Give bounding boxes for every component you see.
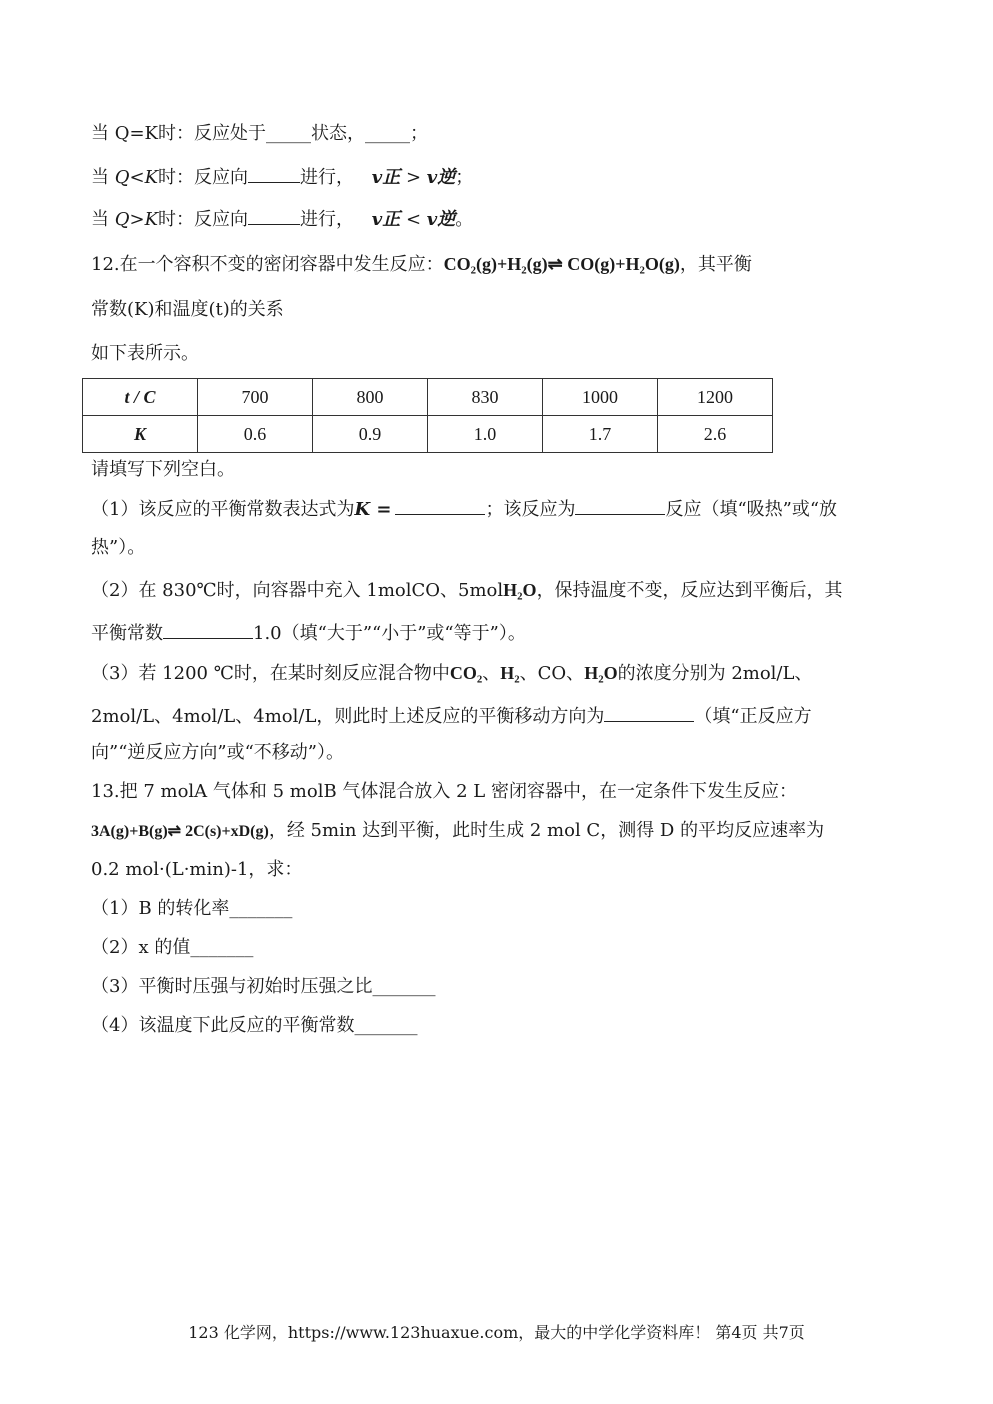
page-footer: 123 化学网，https://www.123huaxue.com，最大的中学化学资料库！ 第4页 共7页 xyxy=(188,1323,805,1342)
table-cell: 1200 xyxy=(658,379,773,416)
text-line xyxy=(91,206,473,232)
text-line xyxy=(91,819,824,844)
answer-blank[interactable] xyxy=(395,496,485,515)
text-fragment: ，其平衡 xyxy=(679,254,752,275)
table-cell: 830 xyxy=(428,379,543,416)
text-fragment: （填“正反应方 xyxy=(694,706,812,727)
question-13-intro xyxy=(91,780,797,804)
text-fragment: 。 xyxy=(455,209,474,230)
text-line xyxy=(91,164,473,190)
text-fragment: 请填写下列空白。 xyxy=(91,459,235,480)
table-cell: 800 xyxy=(313,379,428,416)
text-fragment: ，经 5min 达到平衡，此时生成 2 mol C，测得 D 的平均反应速率为 xyxy=(268,820,825,841)
condition-q-greater-k: Q>K xyxy=(114,209,159,230)
text-fragment: 常数(K)和温度(t)的关系 xyxy=(91,299,284,320)
text-line xyxy=(91,620,526,646)
text-line xyxy=(91,458,235,482)
text-line xyxy=(91,741,344,765)
text-fragment: 、CO、 xyxy=(519,663,585,684)
table-cell: 1.0 xyxy=(428,416,543,453)
v-reverse-symbol: v逆 xyxy=(426,209,456,230)
text-line xyxy=(91,536,145,560)
text-fragment: （3）平衡时压强与初始时压强之比_______ xyxy=(91,976,436,997)
condition-q-less-k: Q<K xyxy=(114,167,159,188)
text-fragment: 如下表所示。 xyxy=(91,343,199,364)
table-cell: 2.6 xyxy=(658,416,773,453)
text-fragment: 、 xyxy=(482,663,501,684)
text-fragment: （1）该反应的平衡常数表达式为 xyxy=(91,499,355,520)
text-fragment: ； xyxy=(455,167,474,188)
reaction-equation: 3A(g)+B(g)⇌ 2C(s)+xD(g) xyxy=(91,823,269,840)
h2o-formula: H₂O xyxy=(503,580,537,600)
text-line xyxy=(91,122,428,146)
v-forward-symbol: v正 xyxy=(371,209,401,230)
text-line xyxy=(91,298,284,322)
question-12-intro xyxy=(91,252,752,277)
table-row xyxy=(83,416,773,453)
answer-blank[interactable] xyxy=(604,703,694,722)
text-fragment: 当 xyxy=(91,167,115,188)
text-fragment: 时：反应向 xyxy=(158,167,249,188)
answer-blank[interactable] xyxy=(575,496,665,515)
table-cell: 0.6 xyxy=(198,416,313,453)
h2-formula: H₂ xyxy=(500,663,520,683)
text-fragment: 0.2 mol·(L·min)-1，求： xyxy=(91,859,303,880)
answer-blank[interactable] xyxy=(163,620,253,639)
answer-blank[interactable] xyxy=(248,164,300,183)
text-line xyxy=(91,342,199,366)
text-fragment: （2）x 的值_______ xyxy=(91,937,254,958)
text-fragment: 12.在一个容积不变的密闭容器中发生反应： xyxy=(91,254,444,275)
question-13-sub-3 xyxy=(91,975,435,999)
h2o-formula: H₂O xyxy=(584,663,618,683)
table-cell: 1.7 xyxy=(543,416,658,453)
table-header-cell: K xyxy=(83,416,198,453)
less-than-sign: < xyxy=(405,209,422,230)
reaction-equation: CO₂(g)+H₂(g)⇌ CO(g)+H₂O(g) xyxy=(443,254,680,274)
v-reverse-symbol: v逆 xyxy=(426,167,456,188)
table-cell: 0.9 xyxy=(313,416,428,453)
text-fragment: 向”“逆反应方向”或“不移动”）。 xyxy=(91,742,345,763)
text-fragment: 2mol/L、4mol/L、4mol/L，则此时上述反应的平衡移动方向为 xyxy=(91,706,605,727)
text-fragment: 进行， xyxy=(300,167,355,188)
question-13-sub-1 xyxy=(91,897,292,921)
text-fragment: 时：反应向 xyxy=(158,209,249,230)
text-fragment: 热”）。 xyxy=(91,537,146,558)
k-symbol: K = xyxy=(354,499,392,520)
text-fragment: 的浓度分别为 2mol/L、 xyxy=(617,663,813,684)
co2-formula: CO₂ xyxy=(449,663,483,683)
table-row xyxy=(83,379,773,416)
v-forward-symbol: v正 xyxy=(371,167,401,188)
greater-than-sign: > xyxy=(405,167,422,188)
text-fragment: 13.把 7 molA 气体和 5 molB 气体混合放入 2 L 密闭容器中，在一定条件下发生反应： xyxy=(91,781,797,802)
table-cell: 700 xyxy=(198,379,313,416)
text-fragment: 1.0（填“大于”“小于”或“等于”）。 xyxy=(253,623,526,644)
question-13-sub-2 xyxy=(91,936,253,960)
k-temperature-table xyxy=(82,378,773,453)
text-fragment: 当 xyxy=(91,209,115,230)
text-fragment: （4）该温度下此反应的平衡常数_______ xyxy=(91,1015,418,1036)
equilibrium-condition-line: 当 Q=K时：反应处于_____状态，_____； xyxy=(91,123,429,144)
text-line xyxy=(91,858,302,882)
text-fragment: （3）若 1200 ℃时，在某时刻反应混合物中 xyxy=(91,663,450,684)
text-fragment: 进行， xyxy=(300,209,355,230)
text-fragment: 反应（填“吸热”或“放 xyxy=(665,499,838,520)
text-fragment: ，保持温度不变，反应达到平衡后，其 xyxy=(536,580,843,601)
question-13-sub-4 xyxy=(91,1014,417,1038)
answer-blank[interactable] xyxy=(248,206,300,225)
text-line xyxy=(91,703,812,729)
table-header-cell: t / C xyxy=(83,379,198,416)
table-cell: 1000 xyxy=(543,379,658,416)
text-fragment: ；该反应为 xyxy=(485,499,576,520)
question-12-part-1 xyxy=(91,496,837,522)
text-fragment: （2）在 830℃时，向容器中充入 1molCO、5mol xyxy=(91,580,504,601)
text-fragment: （1）B 的转化率_______ xyxy=(91,898,293,919)
question-12-part-3 xyxy=(91,661,812,686)
text-fragment: 平衡常数 xyxy=(91,623,163,644)
question-12-part-2 xyxy=(91,578,843,603)
